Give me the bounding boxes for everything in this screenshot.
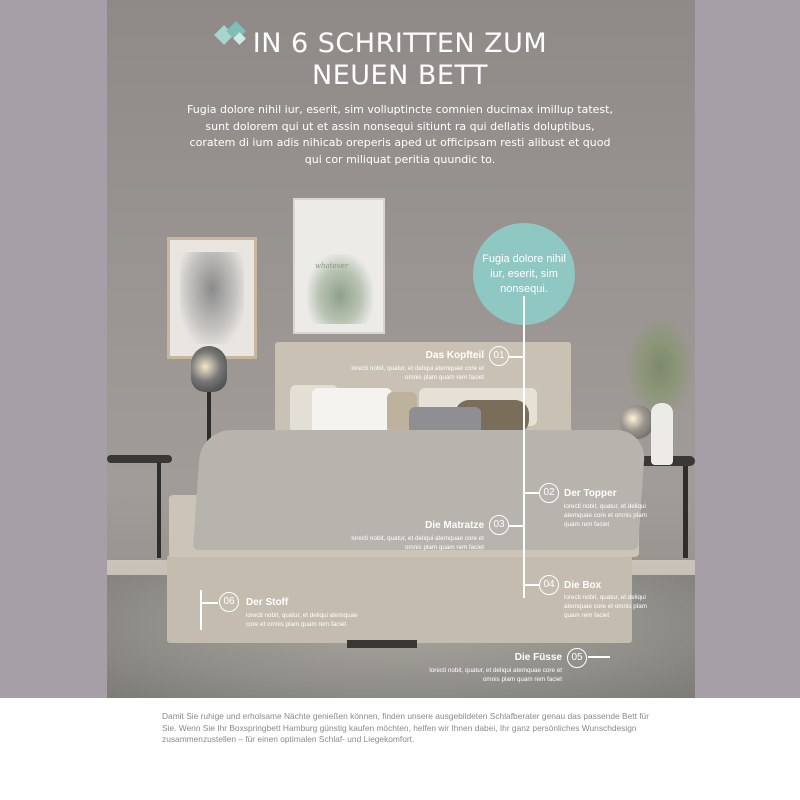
- step-desc-topper: lorecti nobit, quatur, et deliqui atemquae core et omnis plam quam rem faciet: [564, 503, 647, 528]
- left-side-panel: [0, 0, 107, 698]
- footer-paragraph: Damit Sie ruhige und erholsame Nächte genießen können, finden unsere ausgebildeten Schlafberater genau das passende Bett für Sie. Wenn Sie Ihr Boxspringbett Hamburg günstig kaufen möchten, helfen wir Ihnen dabei, Ihr ganz persönliches Wunschdesign zusammenzustellen – für einen optimalen Schlaf- und Liegekomfort.: [162, 711, 650, 744]
- floor-lamp: [191, 346, 227, 392]
- step-number-01: 01: [489, 346, 509, 366]
- step-label-matratze: Die Matratze: [425, 520, 484, 531]
- callout-line: [523, 296, 525, 598]
- step-number-04: 04: [539, 575, 559, 595]
- step-number-05: 05: [567, 648, 587, 668]
- step-number-03: 03: [489, 515, 509, 535]
- nightstand-right-leg: [683, 466, 688, 558]
- info-bubble-text: Fugia dolore nihil iur, eserit, sim nonsequi.: [482, 252, 566, 295]
- wall-art-center: [293, 198, 385, 334]
- vase: [651, 403, 673, 465]
- connector-05: [588, 656, 610, 658]
- artwork-lettering: whatever: [315, 262, 349, 270]
- step-number-02: 02: [539, 483, 559, 503]
- connector-01: [509, 356, 524, 358]
- callout-line-stoff: [200, 590, 202, 630]
- connector-04: [524, 584, 539, 586]
- step-desc-stoff: lorecti nobit, quatur, et deliqui atemquae core et omnis plam quam rem faciet: [246, 612, 358, 628]
- step-label-fuesse: Die Füsse: [514, 652, 562, 663]
- step-label-kopfteil: Das Kopfteil: [425, 350, 484, 361]
- step-label-topper: Der Topper: [564, 488, 617, 499]
- title-line-1: IN 6 SCHRITTEN ZUM: [252, 28, 548, 59]
- title-line-2: NEUEN BETT: [312, 60, 488, 91]
- plant: [625, 315, 695, 410]
- connector-02: [524, 492, 539, 494]
- wall-art-left: [167, 237, 257, 359]
- step-label-stoff: Der Stoff: [246, 597, 289, 608]
- right-side-panel: [695, 0, 800, 698]
- pillow: [312, 388, 392, 434]
- connector-03: [509, 525, 524, 527]
- nightstand-left: [107, 455, 172, 463]
- bed-feet: [347, 640, 417, 648]
- step-desc-matratze: lorecti nobit, quatur, et deliqui atemquae core et omnis plam quam rem faciet: [351, 535, 484, 551]
- step-label-box: Die Box: [564, 580, 602, 591]
- step-desc-box: lorecti nobit, quatur, et deliqui atemquae core et omnis plam quam rem faciet: [564, 594, 647, 619]
- intro-paragraph: Fugia dolore nihil iur, eserit, sim volluptincte comnien ducimax imillup tatest, sunt dolorem qui ut et assin nonsequi sitiunt ra qui dellatis doluptibus, coratem di ium adis nihicab oreperis aped ut officipsam resti alibust et quod qui cor miliquat peritia quundic to.: [187, 103, 613, 166]
- step-desc-fuesse: lorecti nobit, quatur, et deliqui atemquae core et omnis plam quam rem faciet: [429, 667, 562, 683]
- connector-06: [200, 602, 218, 604]
- step-number-06: 06: [219, 592, 239, 612]
- step-desc-kopfteil: lorecti nobit, quatur, et deliqui atemquae core et omnis plam quam rem faciet: [351, 365, 484, 381]
- nightstand-left-leg: [157, 462, 161, 558]
- page-title: [200, 28, 600, 92]
